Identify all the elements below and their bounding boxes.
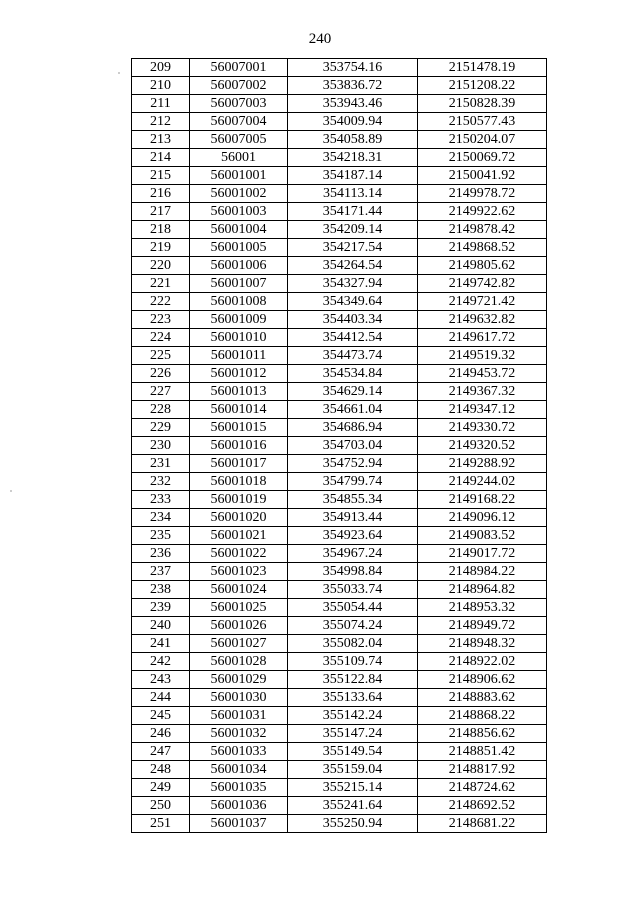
point-number-cell: 235 <box>132 527 190 545</box>
y-coordinate-cell: 2148868.22 <box>418 707 547 725</box>
y-coordinate-cell: 2149978.72 <box>418 185 547 203</box>
point-code-cell: 56001004 <box>190 221 288 239</box>
point-number-cell: 217 <box>132 203 190 221</box>
table-row <box>132 581 547 599</box>
y-coordinate-cell: 2148953.32 <box>418 599 547 617</box>
x-coordinate-cell: 354412.54 <box>288 329 418 347</box>
x-coordinate-cell: 355241.64 <box>288 797 418 815</box>
y-coordinate-cell: 2148692.52 <box>418 797 547 815</box>
point-number-cell: 241 <box>132 635 190 653</box>
table-row <box>132 221 547 239</box>
point-number-cell: 239 <box>132 599 190 617</box>
x-coordinate-cell: 355033.74 <box>288 581 418 599</box>
table-row <box>132 797 547 815</box>
y-coordinate-cell: 2149320.52 <box>418 437 547 455</box>
x-coordinate-cell: 354217.54 <box>288 239 418 257</box>
y-coordinate-cell: 2149805.62 <box>418 257 547 275</box>
x-coordinate-cell: 354661.04 <box>288 401 418 419</box>
table-row <box>132 635 547 653</box>
y-coordinate-cell: 2148724.62 <box>418 779 547 797</box>
point-code-cell: 56001020 <box>190 509 288 527</box>
y-coordinate-cell: 2149330.72 <box>418 419 547 437</box>
point-code-cell: 56001012 <box>190 365 288 383</box>
x-coordinate-cell: 354629.14 <box>288 383 418 401</box>
y-coordinate-cell: 2149288.92 <box>418 455 547 473</box>
y-coordinate-cell: 2149617.72 <box>418 329 547 347</box>
point-number-cell: 227 <box>132 383 190 401</box>
margin-mark <box>10 490 12 492</box>
y-coordinate-cell: 2150041.92 <box>418 167 547 185</box>
table-row <box>132 491 547 509</box>
x-coordinate-cell: 354534.84 <box>288 365 418 383</box>
x-coordinate-cell: 354799.74 <box>288 473 418 491</box>
point-code-cell: 56001030 <box>190 689 288 707</box>
table-row <box>132 707 547 725</box>
x-coordinate-cell: 354752.94 <box>288 455 418 473</box>
point-code-cell: 56001027 <box>190 635 288 653</box>
y-coordinate-cell: 2148817.92 <box>418 761 547 779</box>
x-coordinate-cell: 354009.94 <box>288 113 418 131</box>
point-number-cell: 215 <box>132 167 190 185</box>
table-row <box>132 545 547 563</box>
point-code-cell: 56001035 <box>190 779 288 797</box>
x-coordinate-cell: 353943.46 <box>288 95 418 113</box>
table-row <box>132 563 547 581</box>
point-code-cell: 56001017 <box>190 455 288 473</box>
table-row <box>132 131 547 149</box>
x-coordinate-cell: 355142.24 <box>288 707 418 725</box>
point-number-cell: 245 <box>132 707 190 725</box>
point-number-cell: 209 <box>132 59 190 77</box>
table-row <box>132 599 547 617</box>
point-number-cell: 220 <box>132 257 190 275</box>
point-number-cell: 244 <box>132 689 190 707</box>
point-number-cell: 247 <box>132 743 190 761</box>
point-code-cell: 56001005 <box>190 239 288 257</box>
table-row <box>132 239 547 257</box>
table-row <box>132 113 547 131</box>
y-coordinate-cell: 2151208.22 <box>418 77 547 95</box>
x-coordinate-cell: 354473.74 <box>288 347 418 365</box>
table-row <box>132 653 547 671</box>
point-code-cell: 56001029 <box>190 671 288 689</box>
y-coordinate-cell: 2149244.02 <box>418 473 547 491</box>
x-coordinate-cell: 354349.64 <box>288 293 418 311</box>
x-coordinate-cell: 354327.94 <box>288 275 418 293</box>
point-number-cell: 232 <box>132 473 190 491</box>
x-coordinate-cell: 354403.34 <box>288 311 418 329</box>
table-row <box>132 509 547 527</box>
y-coordinate-cell: 2149922.62 <box>418 203 547 221</box>
point-number-cell: 236 <box>132 545 190 563</box>
point-number-cell: 212 <box>132 113 190 131</box>
point-number-cell: 238 <box>132 581 190 599</box>
y-coordinate-cell: 2149519.32 <box>418 347 547 365</box>
point-code-cell: 56007003 <box>190 95 288 113</box>
point-number-cell: 225 <box>132 347 190 365</box>
x-coordinate-cell: 355147.24 <box>288 725 418 743</box>
margin-mark <box>118 72 120 74</box>
page-number: 240 <box>308 31 332 47</box>
point-number-cell: 213 <box>132 131 190 149</box>
point-number-cell: 226 <box>132 365 190 383</box>
point-code-cell: 56001025 <box>190 599 288 617</box>
point-code-cell: 56001015 <box>190 419 288 437</box>
x-coordinate-cell: 354209.14 <box>288 221 418 239</box>
table-row <box>132 347 547 365</box>
y-coordinate-cell: 2149742.82 <box>418 275 547 293</box>
table-row <box>132 473 547 491</box>
point-number-cell: 222 <box>132 293 190 311</box>
table-row <box>132 437 547 455</box>
point-number-cell: 211 <box>132 95 190 113</box>
point-code-cell: 56001009 <box>190 311 288 329</box>
table-row <box>132 203 547 221</box>
point-code-cell: 56001011 <box>190 347 288 365</box>
y-coordinate-cell: 2150204.07 <box>418 131 547 149</box>
point-number-cell: 233 <box>132 491 190 509</box>
point-code-cell: 56001006 <box>190 257 288 275</box>
point-number-cell: 223 <box>132 311 190 329</box>
point-number-cell: 243 <box>132 671 190 689</box>
y-coordinate-cell: 2149347.12 <box>418 401 547 419</box>
x-coordinate-cell: 355074.24 <box>288 617 418 635</box>
table-row <box>132 419 547 437</box>
table-row <box>132 77 547 95</box>
x-coordinate-cell: 354855.34 <box>288 491 418 509</box>
x-coordinate-cell: 354171.44 <box>288 203 418 221</box>
y-coordinate-cell: 2150577.43 <box>418 113 547 131</box>
point-code-cell: 56001008 <box>190 293 288 311</box>
point-code-cell: 56007001 <box>190 59 288 77</box>
point-number-cell: 230 <box>132 437 190 455</box>
point-code-cell: 56001034 <box>190 761 288 779</box>
y-coordinate-cell: 2149632.82 <box>418 311 547 329</box>
point-number-cell: 248 <box>132 761 190 779</box>
y-coordinate-cell: 2148984.22 <box>418 563 547 581</box>
point-number-cell: 216 <box>132 185 190 203</box>
point-code-cell: 56007005 <box>190 131 288 149</box>
y-coordinate-cell: 2149367.32 <box>418 383 547 401</box>
table-row <box>132 725 547 743</box>
point-code-cell: 56007004 <box>190 113 288 131</box>
table-row <box>132 779 547 797</box>
point-code-cell: 56001 <box>190 149 288 167</box>
point-code-cell: 56001018 <box>190 473 288 491</box>
point-number-cell: 229 <box>132 419 190 437</box>
point-code-cell: 56001013 <box>190 383 288 401</box>
x-coordinate-cell: 355149.54 <box>288 743 418 761</box>
table-row <box>132 815 547 833</box>
y-coordinate-cell: 2149017.72 <box>418 545 547 563</box>
table-body <box>132 59 547 833</box>
x-coordinate-cell: 354113.14 <box>288 185 418 203</box>
point-number-cell: 240 <box>132 617 190 635</box>
point-code-cell: 56001021 <box>190 527 288 545</box>
x-coordinate-cell: 354967.24 <box>288 545 418 563</box>
point-code-cell: 56001037 <box>190 815 288 833</box>
point-code-cell: 56007002 <box>190 77 288 95</box>
table-row <box>132 59 547 77</box>
x-coordinate-cell: 354703.04 <box>288 437 418 455</box>
x-coordinate-cell: 355133.64 <box>288 689 418 707</box>
x-coordinate-cell: 355122.84 <box>288 671 418 689</box>
point-number-cell: 237 <box>132 563 190 581</box>
table-row <box>132 689 547 707</box>
point-code-cell: 56001024 <box>190 581 288 599</box>
table-row <box>132 167 547 185</box>
point-code-cell: 56001022 <box>190 545 288 563</box>
point-number-cell: 234 <box>132 509 190 527</box>
point-code-cell: 56001001 <box>190 167 288 185</box>
y-coordinate-cell: 2151478.19 <box>418 59 547 77</box>
point-code-cell: 56001016 <box>190 437 288 455</box>
point-number-cell: 250 <box>132 797 190 815</box>
x-coordinate-cell: 355215.14 <box>288 779 418 797</box>
table-row <box>132 365 547 383</box>
table-row <box>132 329 547 347</box>
x-coordinate-cell: 355082.04 <box>288 635 418 653</box>
point-code-cell: 56001007 <box>190 275 288 293</box>
point-code-cell: 56001014 <box>190 401 288 419</box>
y-coordinate-cell: 2148681.22 <box>418 815 547 833</box>
table-row <box>132 401 547 419</box>
x-coordinate-cell: 354913.44 <box>288 509 418 527</box>
point-number-cell: 251 <box>132 815 190 833</box>
y-coordinate-cell: 2149721.42 <box>418 293 547 311</box>
y-coordinate-cell: 2148906.62 <box>418 671 547 689</box>
point-number-cell: 228 <box>132 401 190 419</box>
y-coordinate-cell: 2148948.32 <box>418 635 547 653</box>
y-coordinate-cell: 2148922.02 <box>418 653 547 671</box>
x-coordinate-cell: 354998.84 <box>288 563 418 581</box>
x-coordinate-cell: 353836.72 <box>288 77 418 95</box>
point-code-cell: 56001019 <box>190 491 288 509</box>
y-coordinate-cell: 2148949.72 <box>418 617 547 635</box>
point-number-cell: 249 <box>132 779 190 797</box>
y-coordinate-cell: 2149096.12 <box>418 509 547 527</box>
table-row <box>132 671 547 689</box>
point-code-cell: 56001026 <box>190 617 288 635</box>
x-coordinate-cell: 354058.89 <box>288 131 418 149</box>
point-code-cell: 56001023 <box>190 563 288 581</box>
x-coordinate-cell: 354187.14 <box>288 167 418 185</box>
y-coordinate-cell: 2148964.82 <box>418 581 547 599</box>
table-row <box>132 743 547 761</box>
table-row <box>132 257 547 275</box>
y-coordinate-cell: 2149878.42 <box>418 221 547 239</box>
y-coordinate-cell: 2149083.52 <box>418 527 547 545</box>
x-coordinate-cell: 355054.44 <box>288 599 418 617</box>
point-number-cell: 219 <box>132 239 190 257</box>
table-row <box>132 149 547 167</box>
y-coordinate-cell: 2148856.62 <box>418 725 547 743</box>
x-coordinate-cell: 354218.31 <box>288 149 418 167</box>
point-number-cell: 210 <box>132 77 190 95</box>
coordinates-table <box>131 58 547 833</box>
y-coordinate-cell: 2149868.52 <box>418 239 547 257</box>
x-coordinate-cell: 354264.54 <box>288 257 418 275</box>
table-row <box>132 455 547 473</box>
x-coordinate-cell: 355109.74 <box>288 653 418 671</box>
table-row <box>132 185 547 203</box>
point-number-cell: 224 <box>132 329 190 347</box>
table-row <box>132 95 547 113</box>
table-row <box>132 311 547 329</box>
point-number-cell: 231 <box>132 455 190 473</box>
x-coordinate-cell: 353754.16 <box>288 59 418 77</box>
point-number-cell: 242 <box>132 653 190 671</box>
point-code-cell: 56001033 <box>190 743 288 761</box>
point-code-cell: 56001036 <box>190 797 288 815</box>
point-number-cell: 218 <box>132 221 190 239</box>
x-coordinate-cell: 354923.64 <box>288 527 418 545</box>
point-number-cell: 214 <box>132 149 190 167</box>
table-row <box>132 383 547 401</box>
table-row <box>132 527 547 545</box>
table-row <box>132 761 547 779</box>
y-coordinate-cell: 2148851.42 <box>418 743 547 761</box>
y-coordinate-cell: 2150828.39 <box>418 95 547 113</box>
point-code-cell: 56001003 <box>190 203 288 221</box>
table-row <box>132 617 547 635</box>
point-number-cell: 221 <box>132 275 190 293</box>
x-coordinate-cell: 354686.94 <box>288 419 418 437</box>
point-number-cell: 246 <box>132 725 190 743</box>
y-coordinate-cell: 2150069.72 <box>418 149 547 167</box>
point-code-cell: 56001028 <box>190 653 288 671</box>
table-row <box>132 275 547 293</box>
point-code-cell: 56001002 <box>190 185 288 203</box>
x-coordinate-cell: 355159.04 <box>288 761 418 779</box>
point-code-cell: 56001032 <box>190 725 288 743</box>
point-code-cell: 56001010 <box>190 329 288 347</box>
point-code-cell: 56001031 <box>190 707 288 725</box>
y-coordinate-cell: 2149168.22 <box>418 491 547 509</box>
y-coordinate-cell: 2148883.62 <box>418 689 547 707</box>
table-row <box>132 293 547 311</box>
y-coordinate-cell: 2149453.72 <box>418 365 547 383</box>
x-coordinate-cell: 355250.94 <box>288 815 418 833</box>
